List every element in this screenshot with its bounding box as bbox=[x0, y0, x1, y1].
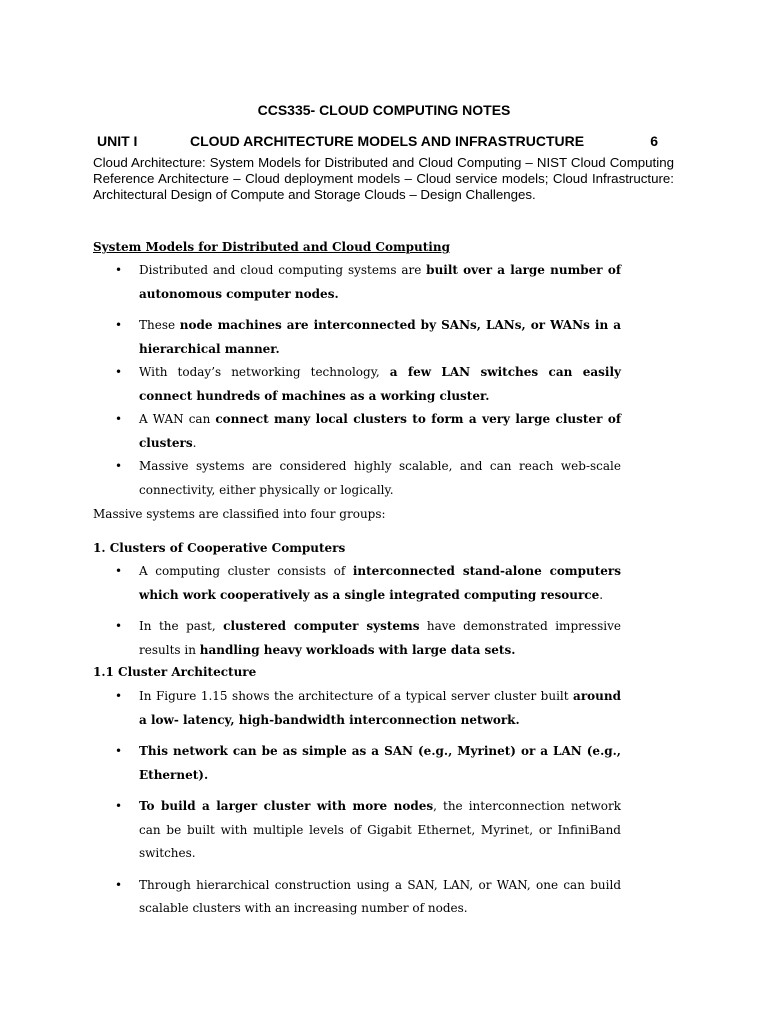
document-title: CCS335- CLOUD COMPUTING NOTES bbox=[257, 102, 511, 118]
list-item: • These node machines are interconnected by SANs, LANs, or WANs in a hierarchical manner. bbox=[0, 314, 621, 361]
section-heading-clusters: 1. Clusters of Cooperative Computers bbox=[93, 541, 346, 555]
bullet-icon: • bbox=[115, 744, 123, 758]
list-item: • With today’s networking technology, a few LAN switches can easily connect hundreds of machines as a working cluster. bbox=[0, 361, 621, 408]
list-item: • A computing cluster consists of interconnected stand-alone computers which work cooperatively as a single integrated computing resource. bbox=[0, 560, 621, 607]
list-item: • Massive systems are considered highly scalable, and can reach web-scale connectivity, either physically or logically. bbox=[0, 455, 621, 502]
cluster-architecture-bullet-list bbox=[0, 685, 768, 921]
bullet-icon: • bbox=[115, 799, 123, 813]
bullet-icon: • bbox=[115, 619, 123, 633]
classification-intro: Massive systems are classified into four groups: bbox=[93, 507, 386, 521]
bullet-icon: • bbox=[115, 318, 123, 332]
list-item: • To build a larger cluster with more nodes, the interconnection network can be built with multiple levels of Gigabit Ethernet, Myrinet, or InfiniBand switches. bbox=[0, 795, 621, 866]
unit-heading bbox=[97, 133, 667, 151]
unit-syllabus: Cloud Architecture: System Models for Distributed and Cloud Computing – NIST Cloud Computing Reference Architecture – Cloud deployment models – Cloud service models; Cloud Infrastructure: Architectural Design of Compute and Storage Clouds – Design Challenges. bbox=[93, 155, 674, 202]
list-item: • This network can be as simple as a SAN (e.g., Myrinet) or a LAN (e.g., Ethernet). bbox=[0, 740, 621, 787]
bullet-icon: • bbox=[115, 689, 123, 703]
bullet-icon: • bbox=[115, 412, 123, 426]
unit-label: UNIT I bbox=[97, 133, 138, 149]
unit-title: CLOUD ARCHITECTURE MODELS AND INFRASTRUCTURE bbox=[190, 133, 585, 149]
bullet-icon: • bbox=[115, 564, 123, 578]
section-heading-system-models: System Models for Distributed and Cloud Computing bbox=[93, 240, 450, 254]
bullet-icon: • bbox=[115, 877, 123, 892]
bullet-icon: • bbox=[115, 459, 123, 473]
list-item: • In the past, clustered computer systems have demonstrated impressive results in handling heavy workloads with large data sets. bbox=[0, 615, 621, 662]
bullet-icon: • bbox=[115, 263, 123, 277]
clusters-bullet-list bbox=[0, 560, 768, 662]
bullet-icon: • bbox=[115, 365, 123, 379]
system-models-bullet-list bbox=[0, 259, 768, 502]
unit-hours: 6 bbox=[650, 133, 658, 149]
section-heading-cluster-architecture: 1.1 Cluster Architecture bbox=[93, 665, 257, 679]
list-item: • A WAN can connect many local clusters to form a very large cluster of clusters. bbox=[0, 408, 621, 455]
list-item: • In Figure 1.15 shows the architecture of a typical server cluster built around a low- latency, high-bandwidth interconnection network. bbox=[0, 685, 621, 732]
list-item: • Distributed and cloud computing systems are built over a large number of autonomous computer nodes. bbox=[0, 259, 621, 306]
list-item: • Through hierarchical construction using a SAN, LAN, or WAN, one can build scalable clusters with an increasing number of nodes. bbox=[0, 874, 621, 921]
